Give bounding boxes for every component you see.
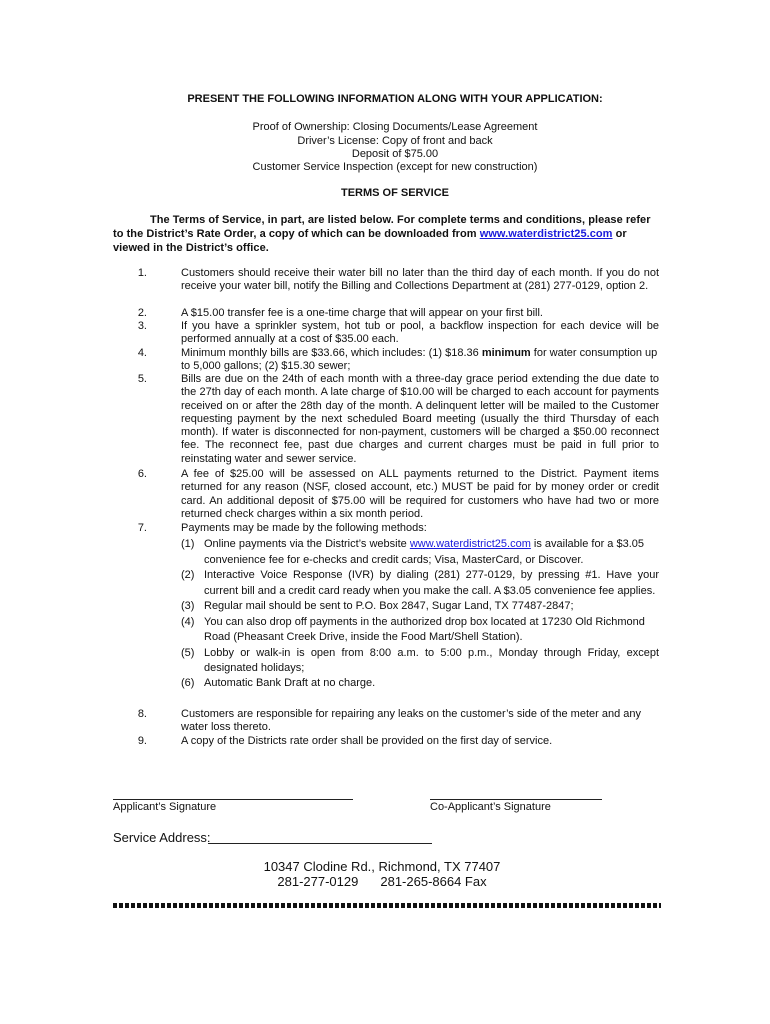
requirement-inspection: Customer Service Inspection (except for new construction) <box>252 161 538 173</box>
requirement-deposit: Deposit of $75.00 <box>351 148 439 160</box>
terms-intro <box>113 213 659 255</box>
website-link[interactable]: www.waterdistrict25.com <box>409 538 531 551</box>
payment-method-text: Lobby or walk-in is open from 8:00 a.m. to 5:00 p.m., Monday through Friday, except designated holidays; <box>204 646 659 675</box>
payment-method-ivr <box>181 568 659 599</box>
requirement-drivers-license: Driver’s License: Copy of front and back <box>297 135 493 147</box>
service-address-line[interactable] <box>208 843 432 844</box>
footer-phone: 281-277-0129 <box>277 874 359 889</box>
terms-heading: TERMS OF SERVICE <box>341 187 449 199</box>
footer-address: 10347 Clodine Rd., Richmond, TX 77407 <box>263 859 501 874</box>
payment-method-mail <box>181 599 659 615</box>
co-applicant-signature-line[interactable] <box>430 799 602 800</box>
payment-method-text: Online payments via the District’s website <box>204 538 410 551</box>
term-4 <box>181 347 659 374</box>
co-applicant-signature-label: Co-Applicant’s Signature <box>430 801 551 813</box>
term-number: 9. <box>137 735 147 747</box>
payment-method-lobby <box>181 646 659 677</box>
term-1: Customers should receive their water bill no later than the third day of each month. If you do not receive your water bill, notify the Billing and Collections Department at (281) 277-0129, option 2. <box>181 267 659 293</box>
term-number: 8. <box>137 708 147 720</box>
term-6: A fee of $25.00 will be assessed on ALL payments returned to the District. Payment items returned for any reason (NSF, closed account, etc.) MUST be paid for by money order or credit card. An additional deposit of $75.00 will be required for customers who have had two or more returned check charges within a six month period. <box>181 468 659 520</box>
term-3: If you have a sprinkler system, hot tub or pool, a backflow inspection for each device will be performed annually at a cost of $35.00 each. <box>181 320 659 346</box>
term-2: A $15.00 transfer fee is a one-time charge that will appear on your first bill. <box>181 307 543 319</box>
payment-method-text: You can also drop off payments in the authorized drop box located at 17230 Old Richmond Road (Pheasant Creek Drive, inside the Food Mart/Shell Station). <box>204 615 645 644</box>
requirement-proof-of-ownership: Proof of Ownership: Closing Documents/Lease Agreement <box>252 121 538 133</box>
footer-divider <box>113 903 661 908</box>
term-7 <box>181 522 659 690</box>
payment-methods-list <box>181 537 659 690</box>
page-title: PRESENT THE FOLLOWING INFORMATION ALONG WITH YOUR APPLICATION: <box>187 93 603 105</box>
payment-method-marker: (1) <box>181 538 195 551</box>
payment-method-text: Interactive Voice Response (IVR) by dialing (281) 277-0129, by pressing #1. Have your current bill and a credit card ready when you make the call. A $3.05 convenience fee applies. <box>204 569 659 597</box>
payment-method-marker: (6) <box>181 676 195 689</box>
term-4-text: Minimum monthly bills are $33.66, which includes: (1) $18.36 <box>181 347 482 359</box>
term-5: Bills are due on the 24th of each month with a three-day grace period extending the due date to the 27th day of each month. A late charge of $10.00 will be charged to each account for payments received on or after the 28th day of the month. A delinquent letter will be mailed to the Customer requesting payment by the next scheduled Board meeting (usually the third Thursday of each month). If water is disconnected for non-payment, customers will be charged a $50.00 reconnect fee. The reconnect fee, past due charges and current charges must be paid in full prior to reinstating water and sewer service. <box>181 373 659 465</box>
term-number: 2. <box>137 307 147 319</box>
term-number: 4. <box>137 347 147 359</box>
term-8: Customers are responsible for repairing any leaks on the customer’s side of the meter and any water loss thereto. <box>181 708 641 734</box>
term-9: A copy of the Districts rate order shall be provided on the first day of service. <box>181 735 553 747</box>
website-link[interactable]: www.waterdistrict25.com <box>479 228 613 240</box>
payment-method-marker: (5) <box>181 646 195 659</box>
term-number: 3. <box>137 320 147 332</box>
term-4-bold: minimum <box>481 347 531 359</box>
payment-method-online <box>181 537 659 568</box>
payment-method-marker: (2) <box>181 569 195 582</box>
term-number: 5. <box>137 373 147 385</box>
terms-intro-text: The Terms of Service, in part, are listed below. For complete terms and conditions, please refer to the District’s Rate Order, a copy of which can be downloaded from <box>113 214 651 240</box>
term-number: 1. <box>137 267 147 279</box>
payment-method-bank-draft <box>181 677 659 690</box>
applicant-signature-label: Applicant’s Signature <box>113 801 217 813</box>
payment-method-marker: (4) <box>181 615 195 628</box>
payment-method-marker: (3) <box>181 600 195 613</box>
payment-method-text-end: is available for a $3.05 convenience fee for e-checks and credit cards; Visa, MasterCard, or Discover. <box>204 538 645 566</box>
terms-intro-text-end: or viewed in the District’s office. <box>113 228 627 254</box>
payment-method-drop-box <box>181 615 659 646</box>
term-4-text-end: for water consumption up to 5,000 gallons; (2) $15.30 sewer; <box>181 347 658 373</box>
term-number: 6. <box>137 468 147 480</box>
service-address-label: Service Address: <box>113 830 211 845</box>
footer-contact <box>0 874 764 889</box>
footer-fax: 281-265-8664 Fax <box>380 874 487 889</box>
applicant-signature-line[interactable] <box>113 799 353 800</box>
payment-method-text: Automatic Bank Draft at no charge. <box>204 676 376 689</box>
term-number: 7. <box>137 522 147 534</box>
term-7-text: Payments may be made by the following methods: <box>181 522 427 534</box>
payment-method-text: Regular mail should be sent to P.O. Box 2847, Sugar Land, TX 77487-2847; <box>204 600 574 613</box>
